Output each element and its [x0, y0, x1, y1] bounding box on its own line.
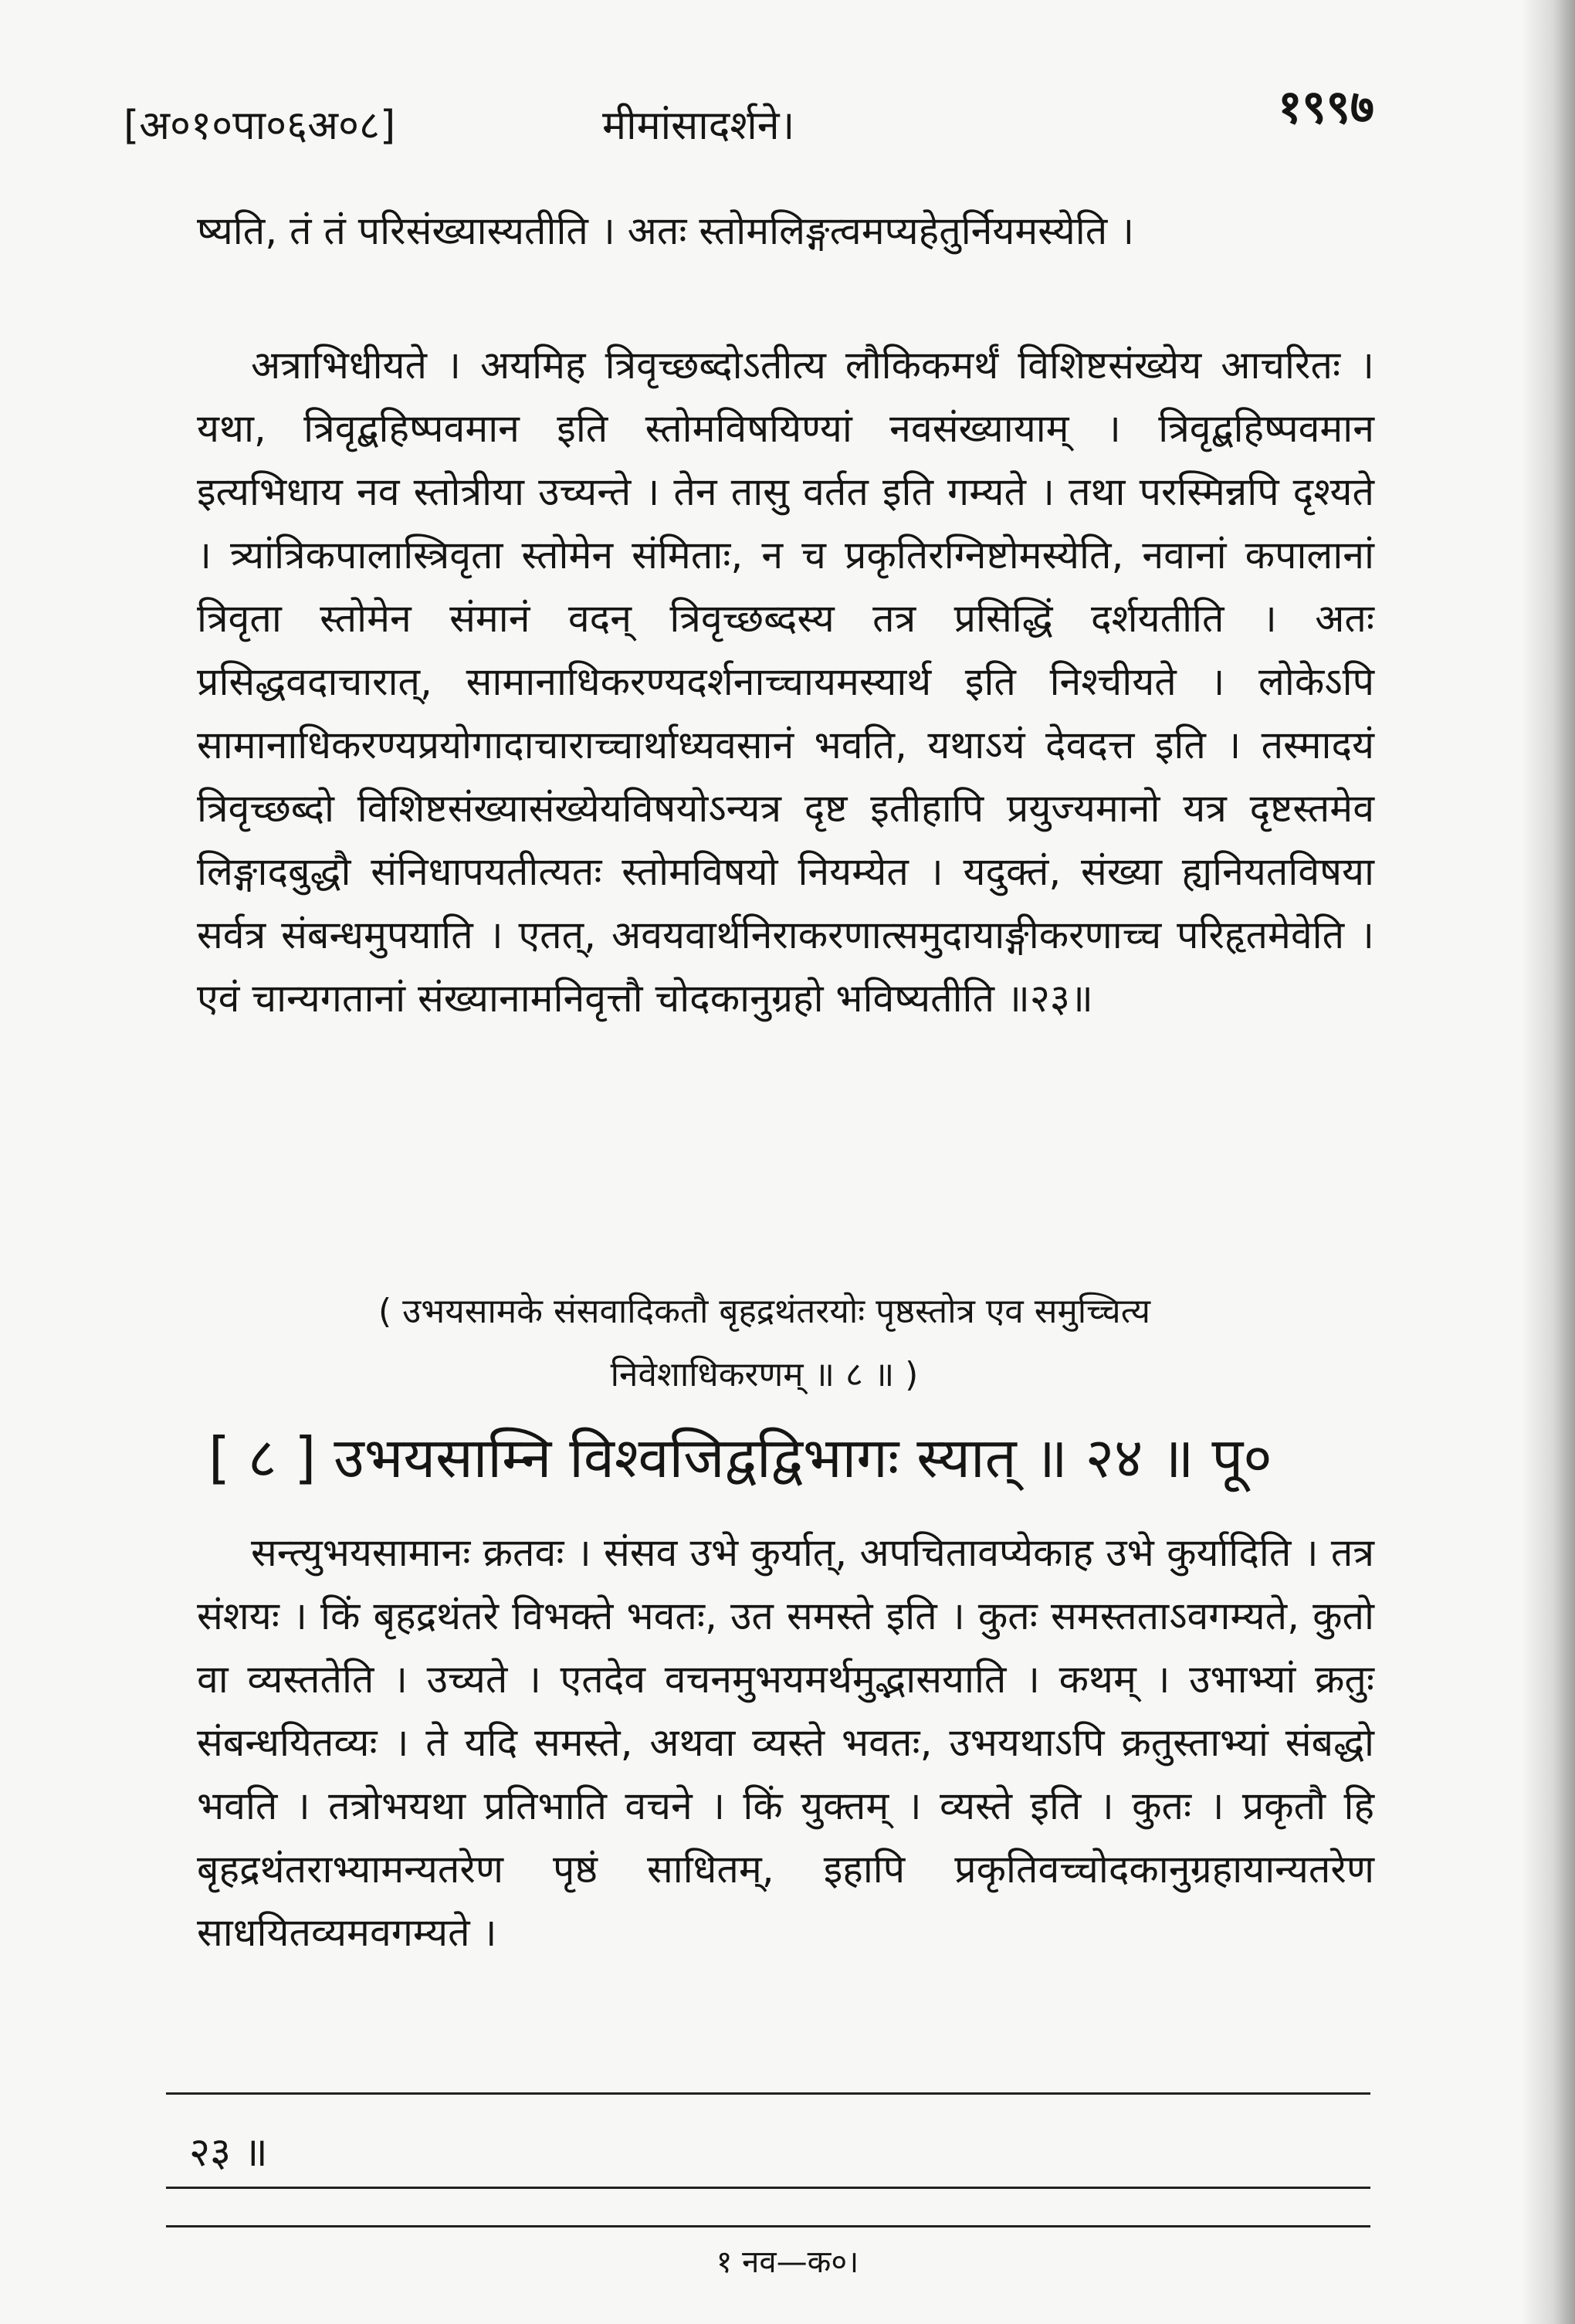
paragraph-sutra-commentary: सन्त्युभयसामानः क्रतवः । संसव उभे कुर्यात्, अपचितावप्येकाह उभे कुर्यादिति । तत्र संशयः । किं बृहद्रथंतरे विभक्ते भवतः, उत समस्ते इति । कुतः समस्तताऽवगम्यते, कुतो वा व्यस्ततेति । उच्यते । एतदेव वचनमुभयमर्थमुद्भासयाति । कथम् । उभाभ्यां क्रतुः संबन्धयितव्यः । ते यदि समस्ते, अथवा व्यस्ते भवतः, उभयथाऽपि क्रतुस्ताभ्यां संबद्धो भवति । तत्रोभयथा प्रतिभाति वचने । किं युक्तम् । व्यस्ते इति । कुतः । प्रकृतौ हि बृहद्रथंतराभ्यामन्यतरेण पृष्ठं साधितम्, इहापि प्रकृतिवच्चोदकानुग्रहायान्यतरेण साधयितव्यमवगम्यते । [197, 1530, 1374, 1955]
running-header [124, 73, 1374, 166]
adhikarana-note [201, 1280, 1328, 1407]
bottom-rule-1 [166, 2187, 1370, 2189]
running-title: मीमांसादर्शने। [602, 103, 795, 149]
paragraph-continuation: ष्यति, तं तं परिसंख्यास्यतीति । अतः स्तोमलिङ्गत्वमप्यहेतुर्नियमस्येति । [197, 208, 1135, 253]
paragraph-commentary: अत्राभिधीयते । अयमिह त्रिवृच्छब्दोऽतीत्य लौकिकमर्थं विशिष्टसंख्येय आचरितः । यथा, त्रिवृद्बहिष्पवमान इति स्तोमविषयिण्यां नवसंख्यायाम् । त्रिवृद्बहिष्पवमान इत्यभिधाय नव स्तोत्रीया उच्यन्ते । तेन तासु वर्तत इति गम्यते । तथा परस्मिन्नपि दृश्यते । त्र्यांत्रिकपालास्त्रिवृता स्तोमेन संमिताः, न च प्रकृतिरग्निष्टोमस्येति, नवानां कपालानां त्रिवृता स्तोमेन संमानं वदन् त्रिवृच्छब्दस्य तत्र प्रसिद्धिं दर्शयतीति । अतः प्रसिद्धवदाचारात्, सामानाधिकरण्यदर्शनाच्चायमस्यार्थ इति निश्चीयते । लोकेऽपि सामानाधिकरण्यप्रयोगादाचाराच्चार्थाध्यवसानं भवति, यथाऽयं देवदत्त इति । तस्मादयं त्रिवृच्छब्दो विशिष्टसंख्यासंख्येयविषयोऽन्यत्र दृष्ट इतीहापि प्रयुज्यमानो यत्र दृष्टस्तमेव लिङ्गादबुद्धौ संनिधापयतीत्यतः स्तोमविषयो नियम्येत । यदुक्तं, संख्या ह्यनियतविषया सर्वत्र संबन्धमुपयाति । एतत्, अवयवार्थनिराकरणात्समुदायाङ्गीकरणाच्च परिहृतमेवेति । एवं चान्यगतानां संख्यानामनिवृत्तौ चोदकानुग्रहो भविष्यतीति ॥२३॥ [197, 343, 1374, 1021]
page-number: १९९७ [1278, 80, 1374, 134]
sutra-heading: [ ८ ] उभयसाम्नि विश्वजिद्वद्विभागः स्यात् ॥ २४ ॥ पू० [208, 1425, 1272, 1490]
printer-signature: १ नव—क०। [716, 2244, 859, 2280]
page-edge-shadow [1521, 0, 1575, 2324]
bottom-rule-2 [166, 2225, 1370, 2227]
footnote: २३ ॥ [189, 2129, 268, 2176]
adhikarana-note-line-2: निवेशाधिकरणम् ॥ ८ ॥ ) [610, 1355, 919, 1394]
section-reference: [अ०१०पा०६अ०८] [124, 103, 396, 149]
adhikarana-note-line-1: ( उभयसामके संसवादिकतौ बृहद्रथंतरयोः पृष्ठस्तोत्र एव समुच्चित्य [378, 1292, 1150, 1331]
footnote-divider [166, 2092, 1370, 2095]
